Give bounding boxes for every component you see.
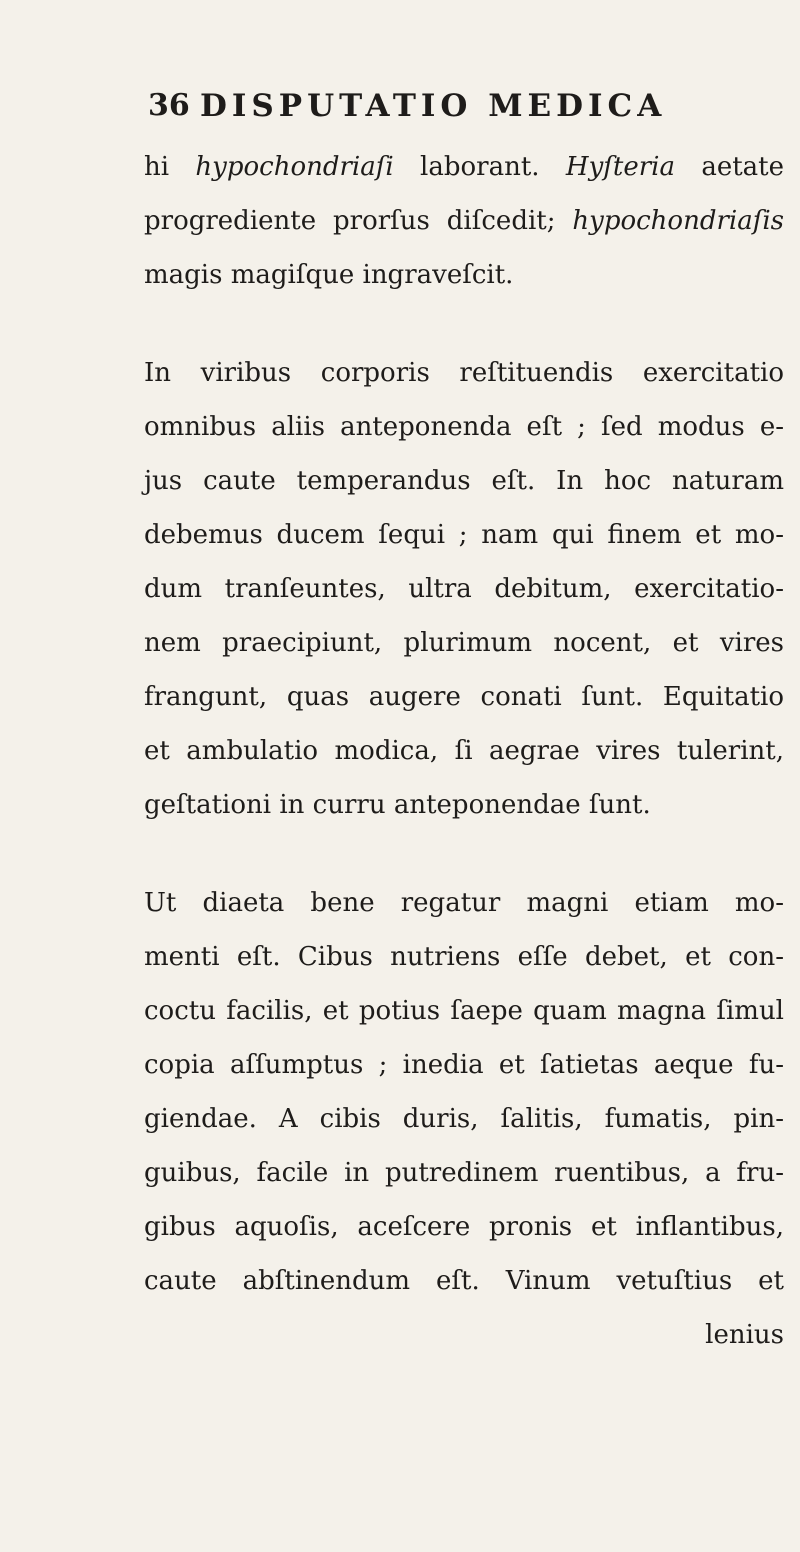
text-line: dum tranſeuntes, ultra debitum, exercitatio- — [144, 574, 784, 604]
text-line: copia aſſumptus ; inedia et ſatietas aeque fu- — [144, 1050, 784, 1080]
page-header — [148, 88, 668, 132]
text-line: frangunt, quas augere conati ſunt. Equitatio — [144, 682, 784, 712]
paragraph-1 — [144, 140, 784, 302]
text-line: guibus, facile in putredinem ruentibus, a fru- — [144, 1158, 784, 1188]
running-head: DISPUTATIO MEDICA — [200, 88, 667, 124]
catchword: lenius — [705, 1320, 784, 1350]
text-line: menti eſt. Cibus nutriens eſſe debet, et con- — [144, 942, 784, 972]
text-line: et ambulatio modica, ſi aegrae vires tulerint, — [144, 736, 784, 766]
text-line: gibus aquoſis, aceſcere pronis et inflantibus, — [144, 1212, 784, 1242]
text-line: giendae. A cibis duris, ſalitis, fumatis, pin- — [144, 1104, 784, 1134]
text-line: hi hypochondriaſi laborant. Hyſteria aetate — [144, 152, 785, 182]
text-line: Ut diaeta bene regatur magni etiam mo- — [144, 888, 784, 918]
text-line: progrediente prorſus diſcedit; hypochondriaſis — [144, 206, 784, 236]
text-line: nem praecipiunt, plurimum nocent, et vires — [144, 628, 784, 658]
paragraph-2 — [144, 346, 784, 832]
text-line: coctu facilis, et potius ſaepe quam magna ſimul — [144, 996, 784, 1026]
text-line: geſtationi in curru anteponendae ſunt. — [144, 790, 651, 820]
paragraph-3 — [144, 876, 784, 1308]
text-line: In viribus corporis reſtituendis exercitatio — [144, 358, 784, 388]
body-text — [144, 140, 784, 1362]
text-line: debemus ducem ſequi ; nam qui finem et mo- — [144, 520, 784, 550]
text-line: caute abſtinendum eſt. Vinum vetuſtius et — [144, 1266, 784, 1296]
text-line: jus caute temperandus eſt. In hoc naturam — [144, 466, 784, 496]
text-line: omnibus aliis anteponenda eſt ; ſed modus e- — [144, 412, 784, 442]
text-line: magis magiſque ingraveſcit. — [144, 260, 514, 290]
page-number: 36 — [148, 88, 190, 123]
